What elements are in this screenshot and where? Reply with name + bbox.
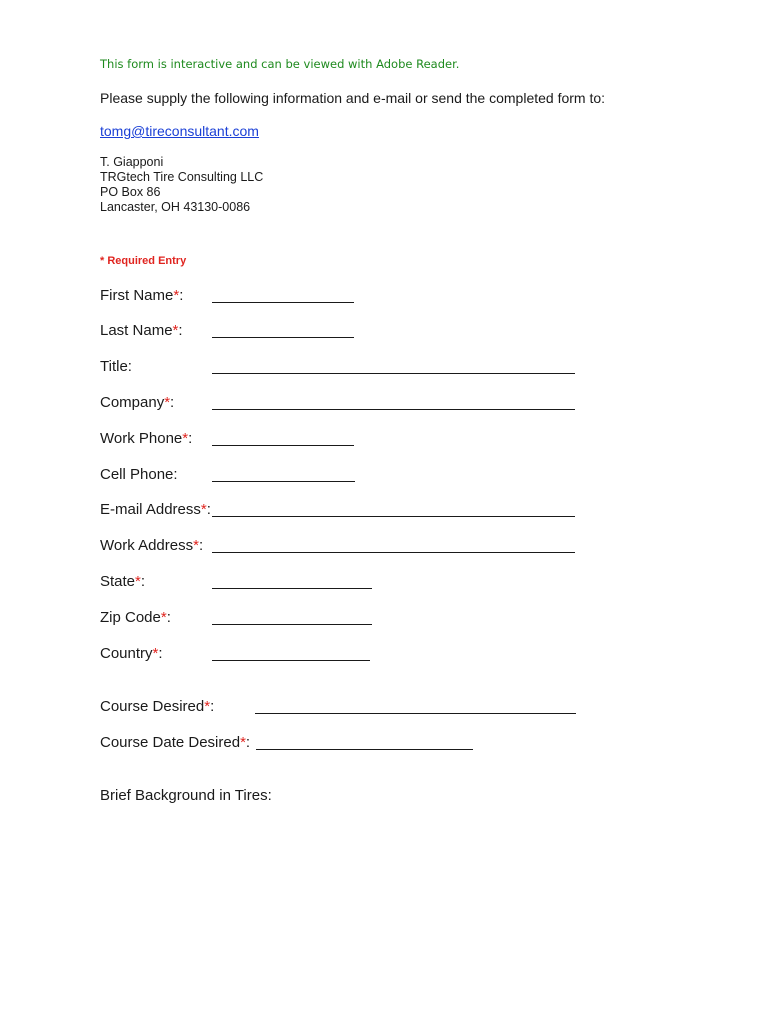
country-label: Country*: (100, 645, 163, 662)
work-address-field[interactable] (212, 536, 575, 553)
required-star: * (152, 645, 159, 662)
required-star: * (164, 394, 171, 411)
address-company: TRGtech Tire Consulting LLC (100, 170, 264, 184)
zip-code-label: Zip Code*: (100, 609, 171, 626)
course-desired-field[interactable] (255, 697, 576, 714)
course-date-label: Course Date Desired*: (100, 734, 251, 751)
email-link[interactable]: tomg@tireconsultant.com (100, 123, 259, 139)
work-phone-field[interactable] (212, 429, 354, 446)
background-label: Brief Background in Tires: (100, 787, 272, 804)
required-star: * (173, 287, 180, 304)
work-address-label: Work Address*: (100, 537, 204, 554)
course-date-field[interactable] (256, 733, 473, 750)
required-star: * (193, 537, 199, 554)
last-name-field[interactable] (212, 321, 354, 338)
zip-code-field[interactable] (212, 608, 372, 625)
required-star: * (200, 501, 207, 518)
course-desired-label: Course Desired*: (100, 698, 215, 715)
first-name-field[interactable] (212, 286, 354, 303)
address-city: Lancaster, OH 43130-0086 (100, 200, 251, 214)
country-field[interactable] (212, 644, 370, 661)
title-label: Title: (100, 358, 132, 375)
intro-text: Please supply the following information and e-mail or send the completed form to: (100, 90, 606, 106)
required-star: * (172, 322, 179, 339)
address-name: T. Giapponi (100, 155, 164, 169)
cell-phone-label: Cell Phone: (100, 466, 178, 483)
required-star: * (240, 734, 246, 751)
interactive-notice: This form is interactive and can be viewed with Adobe Reader. (100, 57, 460, 71)
company-field[interactable] (212, 393, 575, 410)
title-field[interactable] (212, 357, 575, 374)
required-star: * (160, 609, 167, 626)
company-label: Company*: (100, 394, 175, 411)
address-po-box: PO Box 86 (100, 185, 161, 199)
required-star: * (204, 698, 211, 715)
required-entry-note: * Required Entry (100, 255, 187, 267)
state-field[interactable] (212, 572, 372, 589)
last-name-label: Last Name*: (100, 322, 183, 339)
email-address-field[interactable] (212, 500, 575, 517)
required-star: * (135, 573, 141, 590)
email-address-label: E-mail Address*: (100, 501, 211, 518)
required-star: * (182, 430, 189, 447)
work-phone-label: Work Phone*: (100, 430, 193, 447)
state-label: State*: (100, 573, 146, 590)
first-name-label: First Name*: (100, 287, 184, 304)
cell-phone-field[interactable] (212, 465, 355, 482)
